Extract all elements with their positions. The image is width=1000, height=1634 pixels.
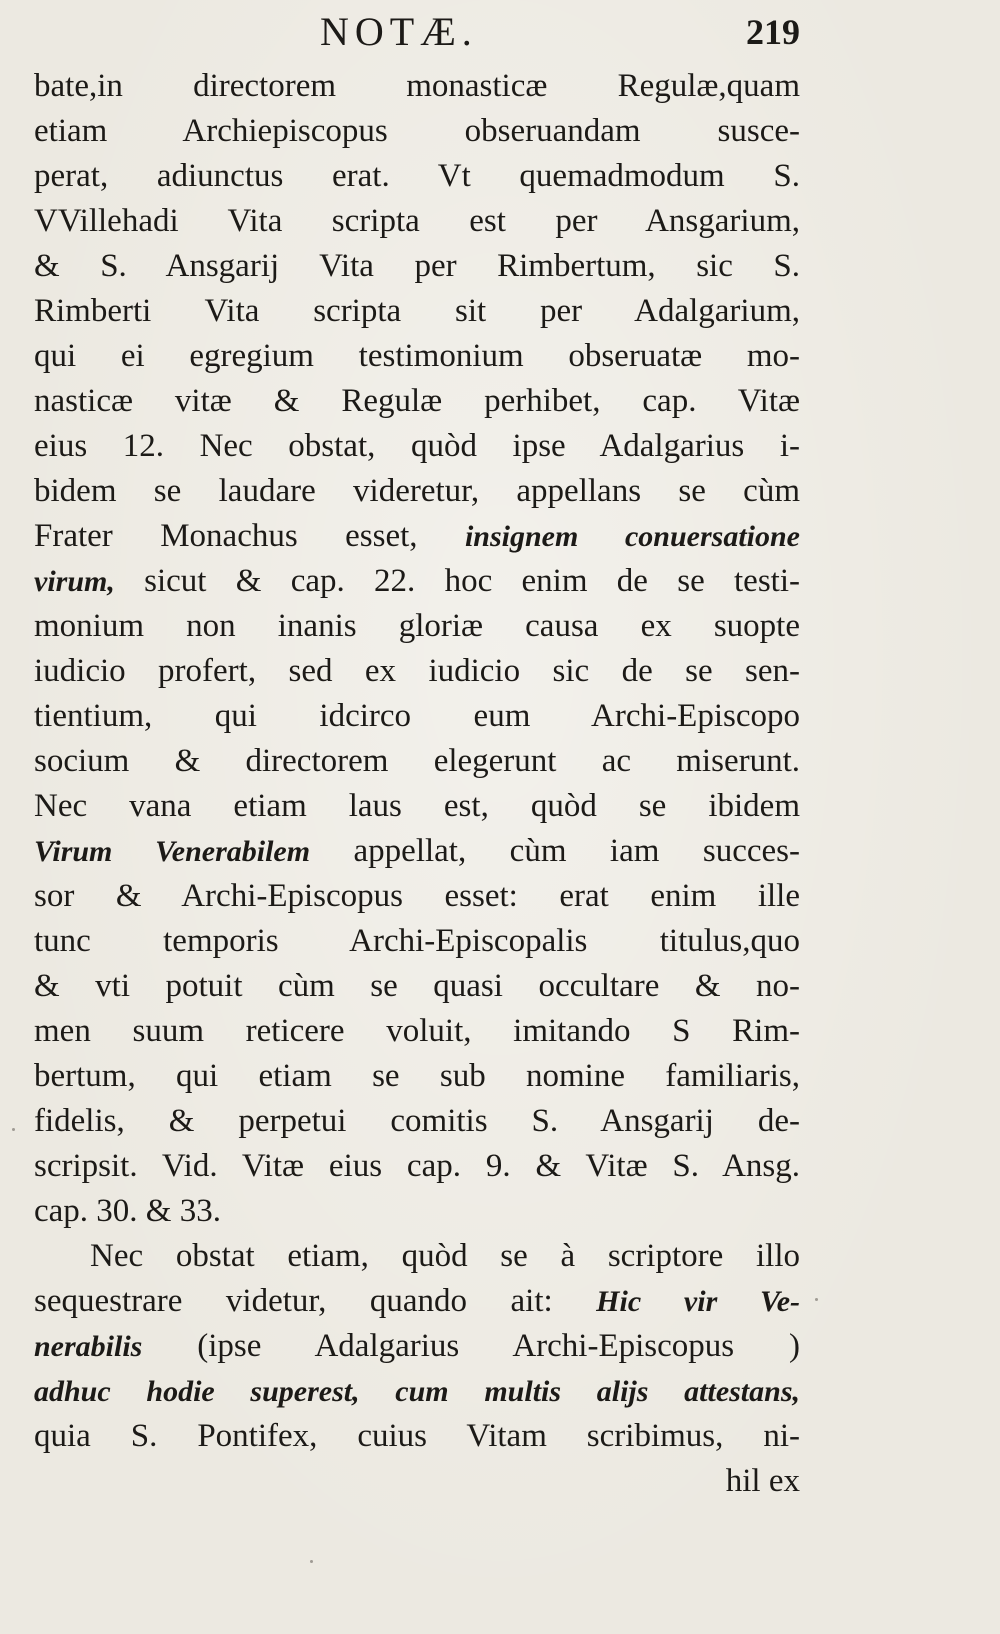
- paper-speck: [12, 1128, 15, 1131]
- text-segment: & vti potuit cùm se quasi occultare & no-: [34, 968, 800, 1004]
- text-line: [34, 514, 800, 559]
- text-line: [34, 424, 800, 469]
- text-segment: VVillehadi Vita scripta est per Ansgarium,: [34, 203, 800, 239]
- text-segment: cap. 30. & 33.: [34, 1193, 221, 1229]
- text-line: [34, 1324, 800, 1369]
- italic-phrase: Virum Venerabilem: [34, 835, 311, 868]
- text-segment: sicut & cap. 22. hoc enim de se testi-: [114, 563, 800, 599]
- text-segment: & S. Ansgarij Vita per Rimbertum, sic S.: [34, 248, 800, 284]
- italic-phrase: Hic vir Ve-: [596, 1285, 800, 1318]
- text-segment: qui ei egregium testimonium obseruatæ mo-: [34, 338, 800, 374]
- text-segment: eius 12. Nec obstat, quòd ipse Adalgarius i-: [34, 428, 800, 464]
- text-segment: men suum reticere voluit, imitando S Rim-: [34, 1013, 800, 1049]
- text-segment: quia S. Pontifex, cuius Vitam scribimus, ni-: [34, 1418, 800, 1454]
- running-header: [30, 8, 800, 56]
- paper-speck: [815, 1298, 818, 1301]
- text-line: [34, 379, 800, 424]
- text-line: [34, 874, 800, 919]
- text-segment: tunc temporis Archi-Episcopalis titulus,quo: [34, 923, 800, 959]
- page-number: 219: [746, 12, 800, 52]
- text-segment: bidem se laudare videretur, appellans se cùm: [34, 473, 800, 509]
- text-line: [34, 739, 800, 784]
- text-line: [34, 559, 800, 604]
- text-line: [34, 784, 800, 829]
- text-line: [34, 1459, 800, 1504]
- text-line: [34, 154, 800, 199]
- text-segment: bate,in directorem monasticæ Regulæ,quam: [34, 68, 800, 104]
- text-segment: Nec vana etiam laus est, quòd se ibidem: [34, 788, 800, 824]
- text-segment: appellat, cùm iam succes-: [310, 833, 800, 869]
- text-line: [34, 964, 800, 1009]
- text-line: [34, 1234, 800, 1279]
- text-line: [34, 604, 800, 649]
- text-segment: scripsit. Vid. Vitæ eius cap. 9. & Vitæ S. Ansg.: [34, 1148, 800, 1184]
- text-line: [34, 1189, 800, 1234]
- text-segment: Frater Monachus esset,: [34, 518, 465, 554]
- text-line: [34, 1279, 800, 1324]
- body-text: [34, 64, 800, 1504]
- text-segment: nasticæ vitæ & Regulæ perhibet, cap. Vitæ: [34, 383, 800, 419]
- text-line: [34, 1009, 800, 1054]
- paper-speck: [310, 1560, 313, 1563]
- text-segment: sequestrare videtur, quando ait:: [34, 1283, 597, 1319]
- text-segment: Nec obstat etiam, quòd se à scriptore illo: [90, 1238, 800, 1274]
- italic-phrase: insignem conuersatione: [464, 520, 800, 553]
- text-segment: perat, adiunctus erat. Vt quemadmodum S.: [34, 158, 800, 194]
- text-segment: (ipse Adalgarius Archi-Episcopus ): [142, 1328, 800, 1364]
- text-segment: bertum, qui etiam se sub nomine familiaris,: [34, 1058, 800, 1094]
- text-line: [34, 1099, 800, 1144]
- text-line: [34, 199, 800, 244]
- text-line: [34, 109, 800, 154]
- text-line: [34, 244, 800, 289]
- text-segment: socium & directorem elegerunt ac miserunt.: [34, 743, 800, 779]
- text-segment: sor & Archi-Episcopus esset: erat enim ille: [34, 878, 800, 914]
- text-line: [34, 829, 800, 874]
- text-segment: etiam Archiepiscopus obseruandam susce-: [34, 113, 800, 149]
- text-line: [34, 64, 800, 109]
- italic-phrase: virum,: [34, 565, 115, 598]
- text-segment: fidelis, & perpetui comitis S. Ansgarij de-: [34, 1103, 800, 1139]
- text-line: [34, 1144, 800, 1189]
- text-line: [34, 649, 800, 694]
- running-title: NOTÆ.: [320, 9, 478, 54]
- italic-phrase: nerabilis: [34, 1330, 143, 1363]
- text-line: [34, 289, 800, 334]
- text-line: [34, 1369, 800, 1414]
- text-segment: Rimberti Vita scripta sit per Adalgarium,: [34, 293, 800, 329]
- text-line: [34, 469, 800, 514]
- text-line: [34, 334, 800, 379]
- italic-phrase: adhuc hodie superest, cum multis alijs attestans,: [34, 1375, 800, 1408]
- text-segment: hil ex: [725, 1463, 800, 1499]
- text-line: [34, 694, 800, 739]
- text-segment: iudicio profert, sed ex iudicio sic de se sen-: [34, 653, 800, 689]
- text-line: [34, 1414, 800, 1459]
- text-segment: monium non inanis gloriæ causa ex suopte: [34, 608, 800, 644]
- text-segment: tientium, qui idcirco eum Archi-Episcopo: [34, 698, 800, 734]
- text-line: [34, 919, 800, 964]
- text-line: [34, 1054, 800, 1099]
